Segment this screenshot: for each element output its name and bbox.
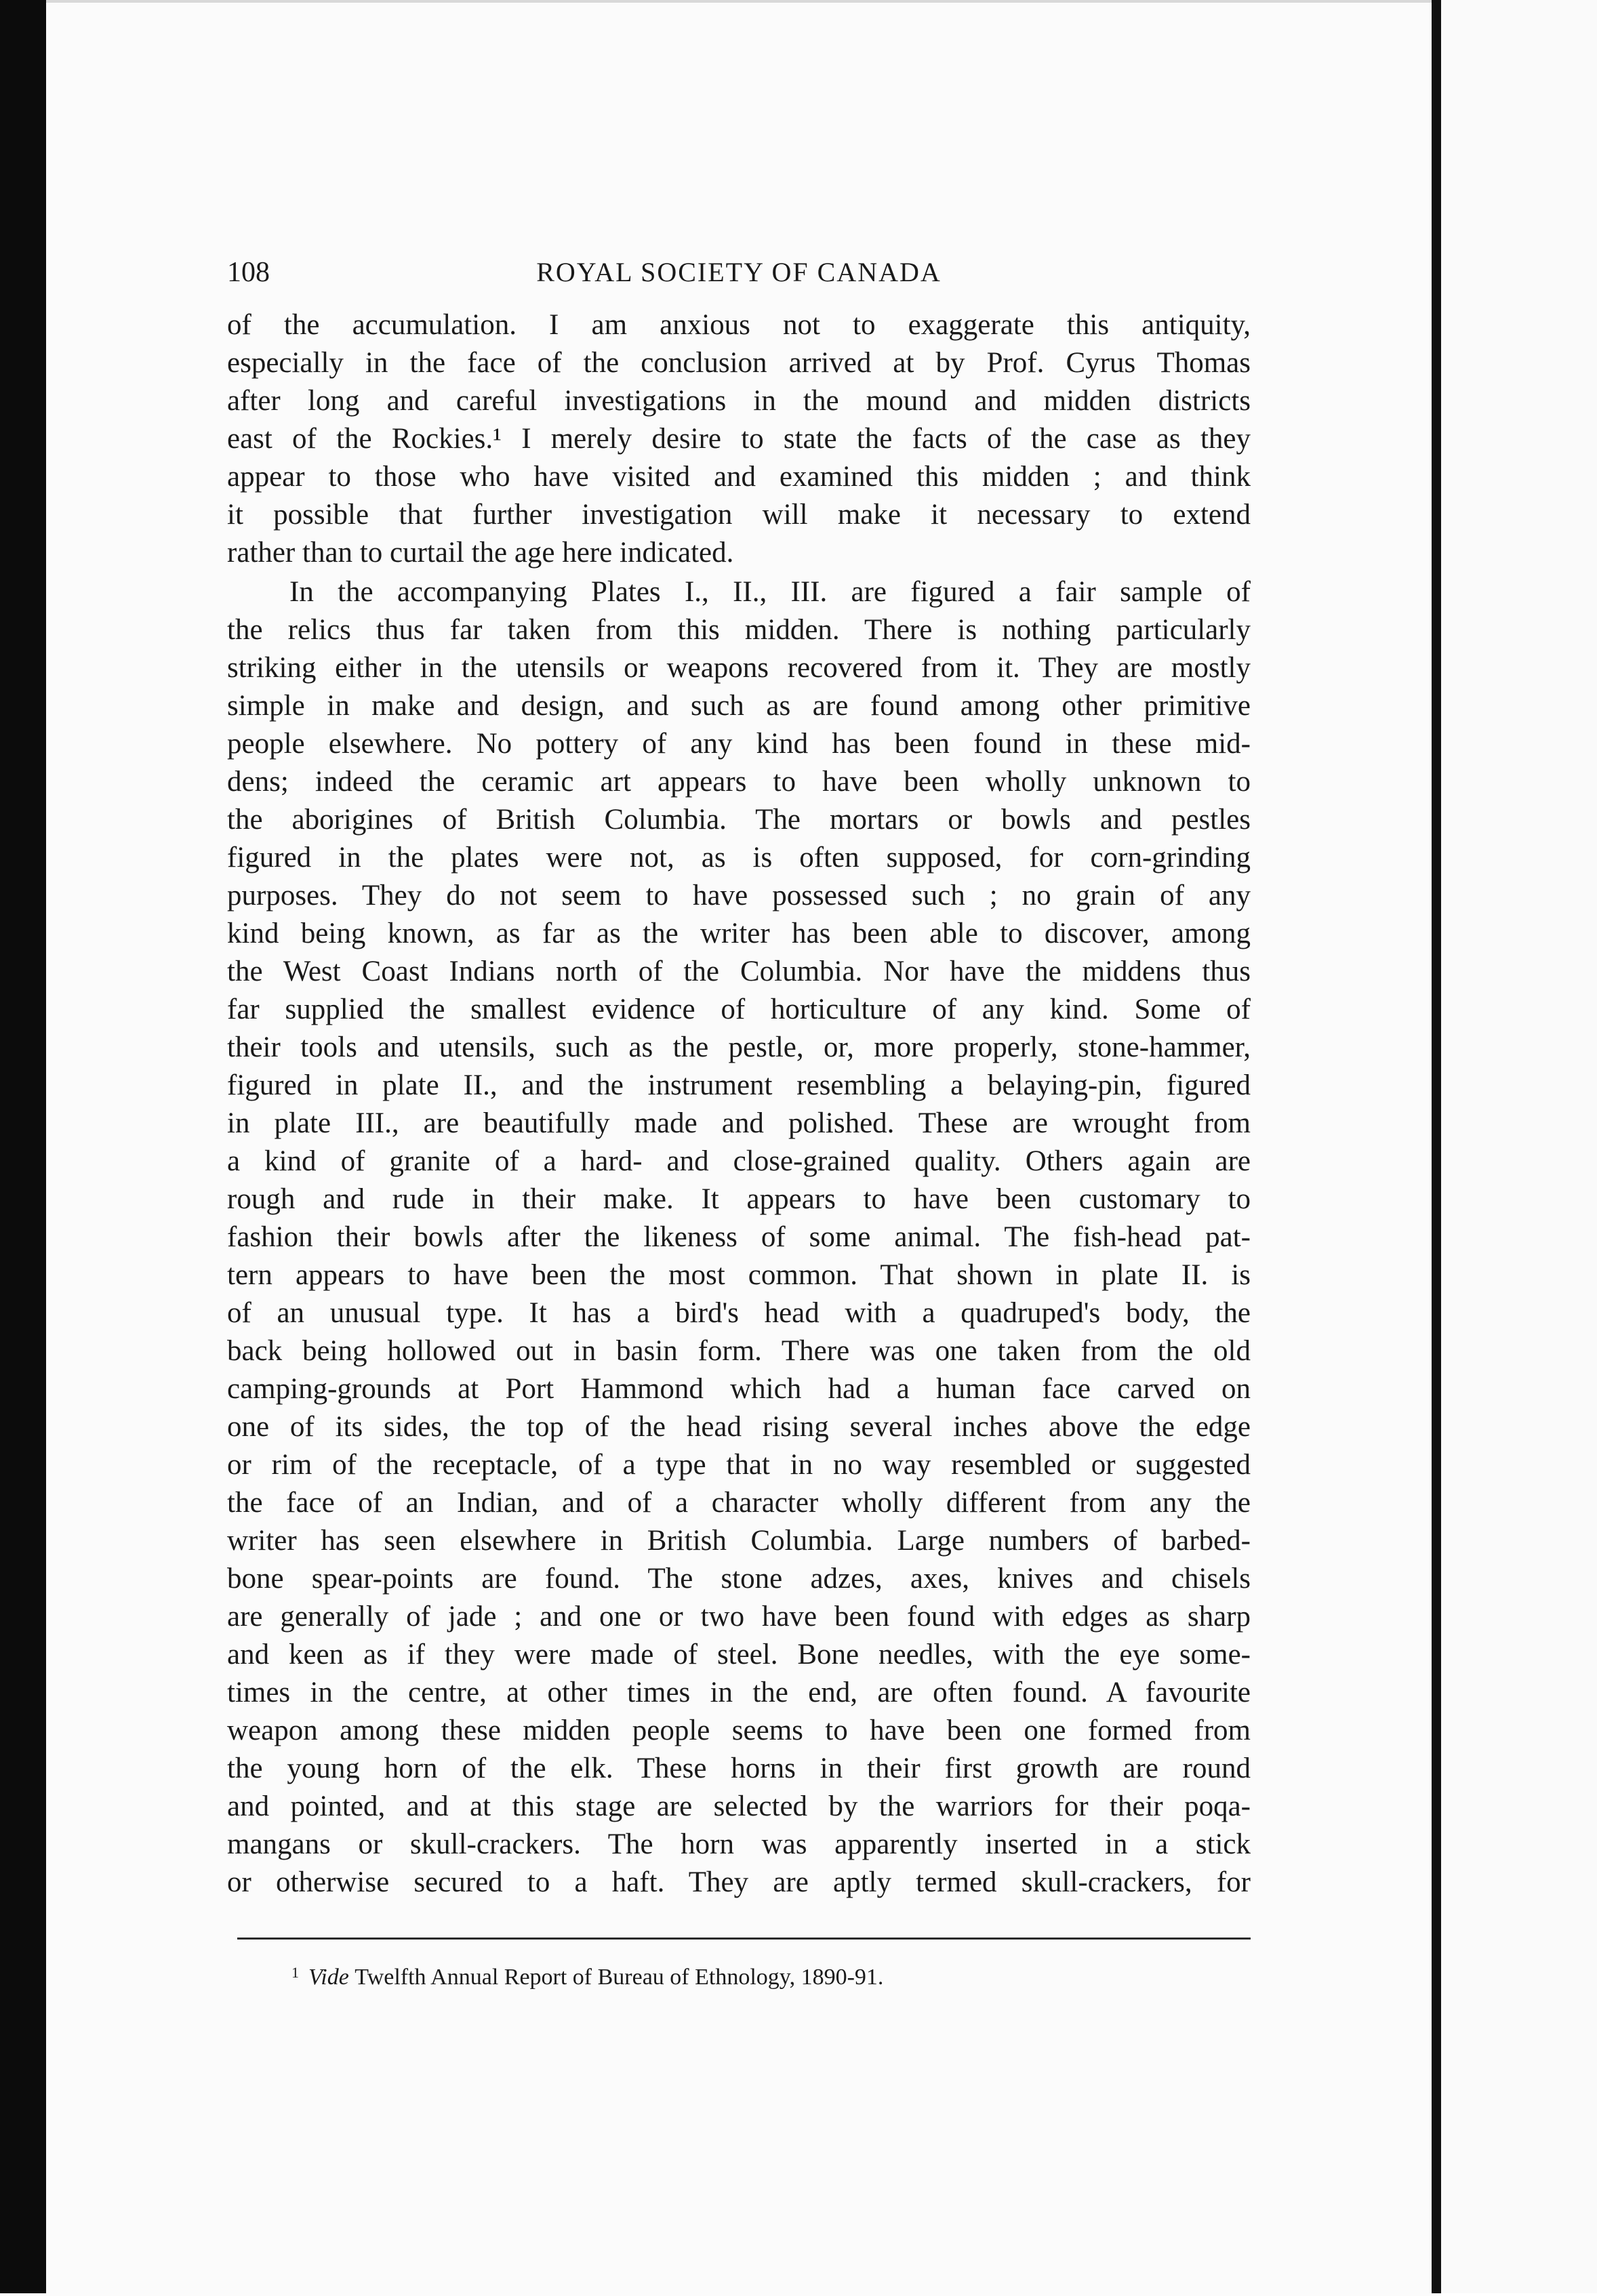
- text-line: the aborigines of British Columbia. The mortars or bowls and pestles: [227, 804, 1251, 836]
- text-line: it possible that further investigation will make it necessary to extend: [227, 499, 1251, 531]
- text-line: especially in the face of the conclusion arrived at by Prof. Cyrus Thomas: [227, 347, 1251, 379]
- text-line: mangans or skull-crackers. The horn was apparently inserted in a stick: [227, 1828, 1251, 1860]
- text-line: figured in the plates were not, as is often supposed, for corn-grinding: [227, 842, 1251, 874]
- text-line: writer has seen elsewhere in British Columbia. Large numbers of barbed-: [227, 1525, 1251, 1557]
- text-line: back being hollowed out in basin form. There was one taken from the old: [227, 1335, 1251, 1367]
- text-line: the relics thus far taken from this midden. There is nothing particularly: [227, 614, 1251, 646]
- text-line: kind being known, as far as the writer has been able to discover, among: [227, 918, 1251, 949]
- paragraph-1: [227, 306, 1251, 572]
- text-line: simple in make and design, and such as are found among other primitive: [227, 690, 1251, 722]
- text-line: purposes. They do not seem to have possessed such ; no grain of any: [227, 880, 1251, 911]
- text-line: bone spear-points are found. The stone adzes, axes, knives and chisels: [227, 1563, 1251, 1595]
- text-line: of an unusual type. It has a bird's head with a quadruped's body, the: [227, 1297, 1251, 1329]
- text-line: people elsewhere. No pottery of any kind has been found in these mid-: [227, 728, 1251, 760]
- text-line: and keen as if they were made of steel. Bone needles, with the eye some-: [227, 1639, 1251, 1670]
- scan-border-left: [0, 0, 46, 2293]
- text-line: one of its sides, the top of the head rising several inches above the edge: [227, 1411, 1251, 1443]
- text-line: in plate III., are beautifully made and polished. These are wrought from: [227, 1107, 1251, 1139]
- text-line: camping-grounds at Port Hammond which had a human face carved on: [227, 1373, 1251, 1405]
- page-gutter: [1432, 0, 1441, 2293]
- footnote-italic-lead: Vide: [308, 1965, 349, 1990]
- paragraph-2: [227, 573, 1251, 1902]
- text-line: rather than to curtail the age here indicated.: [227, 537, 734, 569]
- text-line: after long and careful investigations in the mound and midden districts: [227, 385, 1251, 417]
- text-line: far supplied the smallest evidence of horticulture of any kind. Some of: [227, 993, 1251, 1025]
- text-line: striking either in the utensils or weapons recovered from it. They are mostly: [227, 652, 1251, 684]
- text-line: fashion their bowls after the likeness of some animal. The fish-head pat-: [227, 1221, 1251, 1253]
- text-line: rough and rude in their make. It appears to have been customary to: [227, 1183, 1251, 1215]
- text-line: the face of an Indian, and of a character wholly different from any the: [227, 1487, 1251, 1519]
- footnote-text: Twelfth Annual Report of Bureau of Ethnology, 1890-91.: [355, 1965, 884, 1990]
- text-line: the West Coast Indians north of the Columbia. Nor have the middens thus: [227, 956, 1251, 987]
- text-line: In the accompanying Plates I., II., III. are figured a fair sample of: [289, 576, 1251, 608]
- text-line: their tools and utensils, such as the pestle, or, more properly, stone-hammer,: [227, 1031, 1251, 1063]
- text-line: times in the centre, at other times in the end, are often found. A favourite: [227, 1677, 1251, 1708]
- text-line: east of the Rockies.¹ I merely desire to state the facts of the case as they: [227, 423, 1251, 455]
- text-line: appear to those who have visited and examined this midden ; and think: [227, 461, 1251, 493]
- text-line: or otherwise secured to a haft. They are aptly termed skull-crackers, for: [227, 1866, 1251, 1898]
- text-line: weapon among these midden people seems to have been one formed from: [227, 1715, 1251, 1746]
- text-line: tern appears to have been the most common. That shown in plate II. is: [227, 1259, 1251, 1291]
- text-line: figured in plate II., and the instrument resembling a belaying-pin, figured: [227, 1069, 1251, 1101]
- text-line: or rim of the receptacle, of a type that in no way resembled or suggested: [227, 1449, 1251, 1481]
- text-line: a kind of granite of a hard- and close-grained quality. Others again are: [227, 1145, 1251, 1177]
- text-line: are generally of jade ; and one or two have been found with edges as sharp: [227, 1601, 1251, 1633]
- text-line: and pointed, and at this stage are selected by the warriors for their poqa-: [227, 1790, 1251, 1822]
- running-head-title: ROYAL SOCIETY OF CANADA: [536, 257, 942, 287]
- footnote: [291, 1957, 1254, 1993]
- page-number: 108: [227, 257, 270, 288]
- running-head: [227, 252, 1251, 293]
- body-text: [227, 306, 1251, 1902]
- footnote-rule: [237, 1938, 1251, 1940]
- text-line: of the accumulation. I am anxious not to exaggerate this antiquity,: [227, 309, 1251, 341]
- footnote-marker: 1: [291, 1964, 299, 1981]
- text-line: dens; indeed the ceramic art appears to have been wholly unknown to: [227, 766, 1251, 798]
- text-line: the young horn of the elk. These horns in their first growth are round: [227, 1752, 1251, 1784]
- adjacent-page-edge: [1441, 0, 1597, 2293]
